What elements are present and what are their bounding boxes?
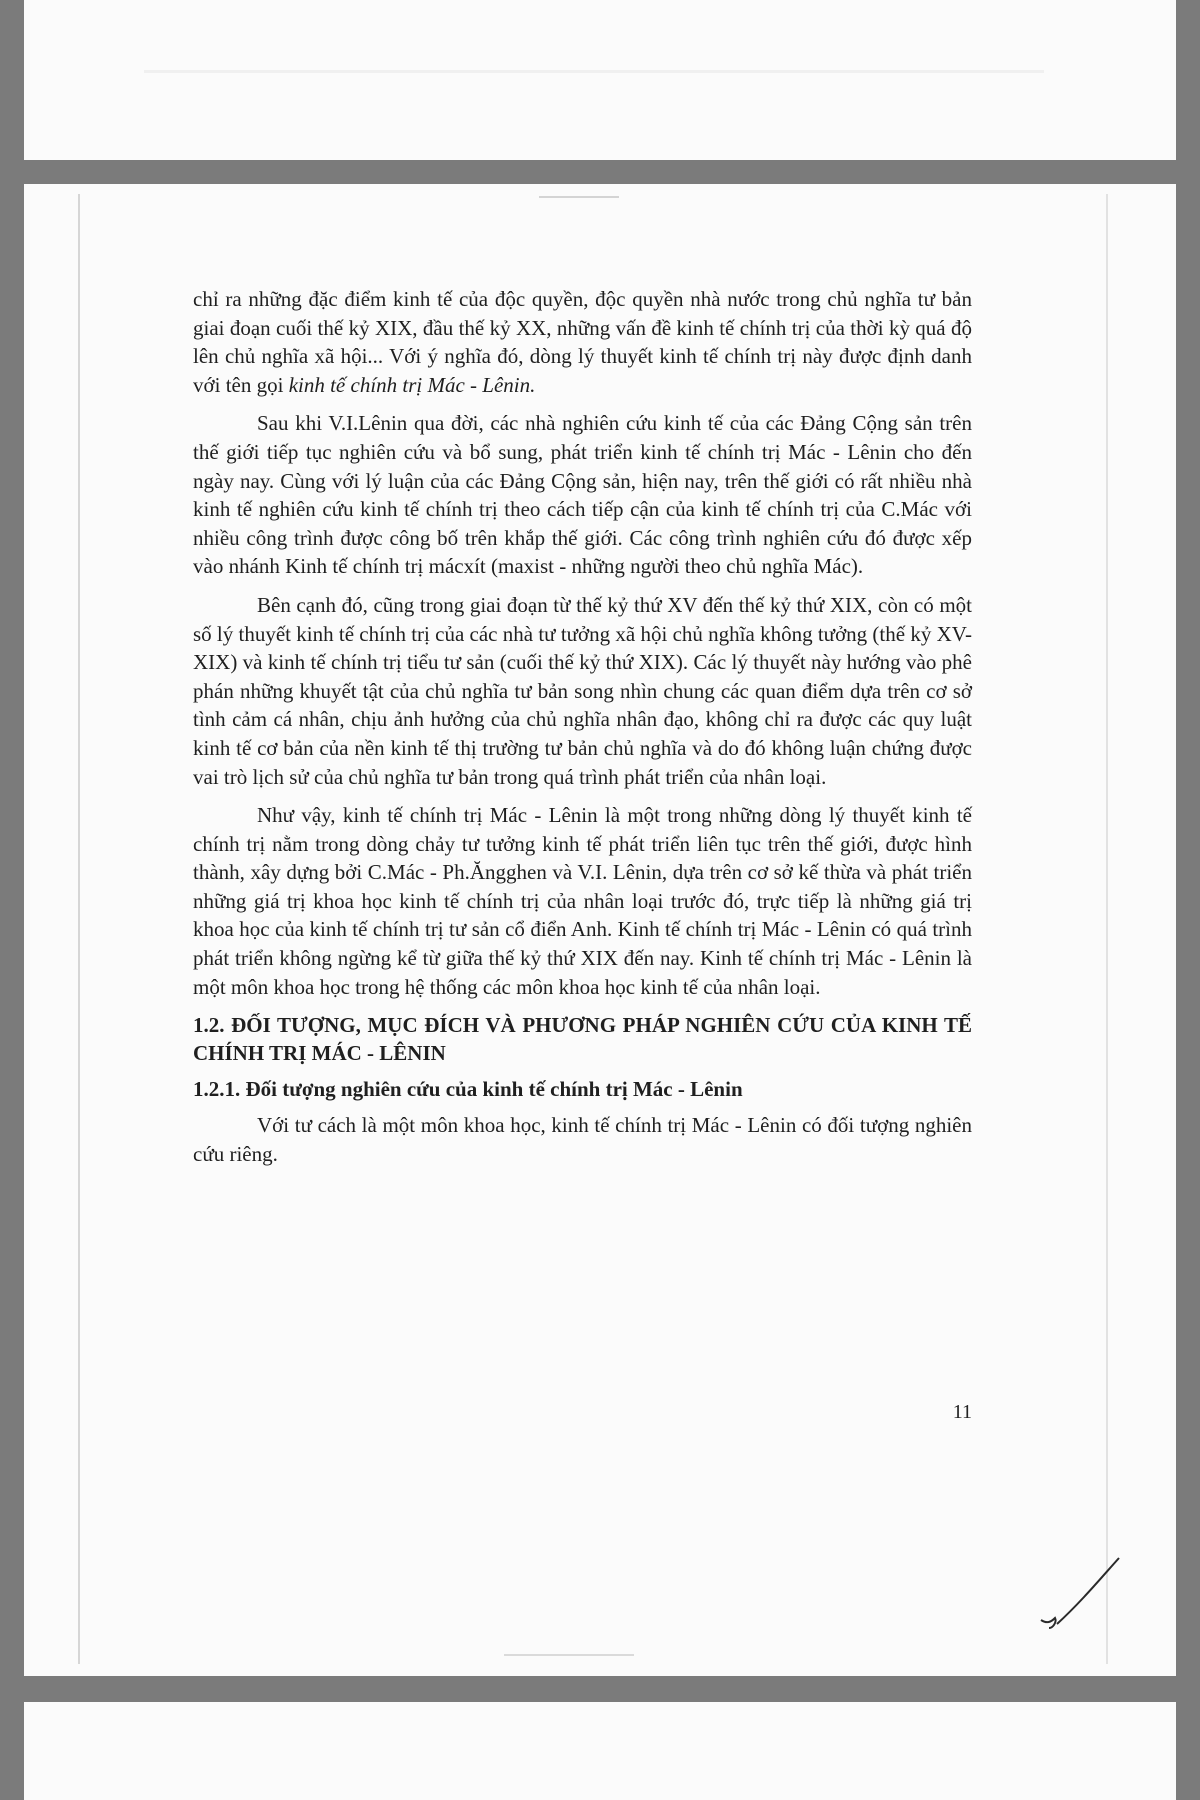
paragraph-3: Bên cạnh đó, cũng trong giai đoạn từ thế kỷ thứ XV đến thế kỷ thứ XIX, còn có một số lý thuyết kinh tế chính trị của các nhà tư tưởng xã hội chủ nghĩa không tưởng (thế kỷ XV-XIX) và kinh tế chính trị tiểu tư sản (cuối thế kỷ thứ XIX). Các lý thuyết này hướng vào phê phán những khuyết tật của chủ nghĩa tư bản song nhìn chung các quan điểm dựa trên cơ sở tình cảm cá nhân, chịu ảnh hưởng của chủ nghĩa nhân đạo, không chỉ ra được các quy luật kinh tế cơ bản của nền kinh tế thị trường tư bản chủ nghĩa và do đó không luận chứng được vai trò lịch sử của chủ nghĩa tư bản trong quá trình phát triển của nhân loại. bbox=[193, 592, 972, 789]
section-heading: 1.2. ĐỐI TƯỢNG, MỤC ĐÍCH VÀ PHƯƠNG PHÁP NGHIÊN CỨU CỦA KINH TẾ CHÍNH TRỊ MÁC - LÊNIN bbox=[193, 1013, 972, 1066]
current-page[interactable] bbox=[24, 184, 1176, 1676]
page-body bbox=[193, 285, 972, 1178]
next-page[interactable] bbox=[24, 1702, 1176, 1800]
paragraph-1-text: chỉ ra những đặc điểm kinh tế của độc quyền, độc quyền nhà nước trong chủ nghĩa tư bản giai đoạn cuối thế kỷ XIX, đầu thế kỷ XX, những vấn đề kinh tế chính trị của thời kỳ quá độ lên chủ nghĩa xã hội... Với ý nghĩa đó, dòng lý thuyết kinh tế chính trị này được định danh với tên gọi bbox=[193, 287, 972, 397]
previous-page-scan-residue bbox=[144, 70, 1044, 73]
paragraph-5: Với tư cách là một môn khoa học, kinh tế chính trị Mác - Lênin có đối tượng nghiên cứu riêng. bbox=[193, 1113, 972, 1166]
scan-mark-bottom bbox=[504, 1654, 634, 1656]
paragraph-2: Sau khi V.I.Lênin qua đời, các nhà nghiên cứu kinh tế của các Đảng Cộng sản trên thế giới tiếp tục nghiên cứu và bổ sung, phát triển kinh tế chính trị Mác - Lênin cho đến ngày nay. Cùng với lý luận của các Đảng Cộng sản, hiện nay, trên thế giới có rất nhiều nhà kinh tế nghiên cứu kinh tế chính trị theo cách tiếp cận của kinh tế chính trị của C.Mác với nhiều công trình được công bố trên khắp thế giới. Các công trình nghiên cứu đó được xếp vào nhánh Kinh tế chính trị mácxít (maxist - những người theo chủ nghĩa Mác). bbox=[193, 411, 972, 579]
scan-mark-top bbox=[539, 196, 619, 198]
paragraph-1-emphasis: kinh tế chính trị Mác - Lênin. bbox=[288, 372, 536, 397]
paragraph-1 bbox=[193, 285, 972, 399]
handwritten-pen-mark bbox=[1039, 1554, 1129, 1634]
subsection-heading: 1.2.1. Đối tượng nghiên cứu của kinh tế chính trị Mác - Lênin bbox=[193, 1077, 743, 1102]
previous-page[interactable] bbox=[24, 0, 1176, 160]
page-number: 11 bbox=[952, 1401, 972, 1423]
paragraph-4: Như vậy, kinh tế chính trị Mác - Lênin là một trong những dòng lý thuyết kinh tế chính trị nằm trong dòng chảy tư tưởng kinh tế phát triển liên tục trên thế giới, được hình thành, xây dựng bởi C.Mác - Ph.Ăngghen và V.I. Lênin, dựa trên cơ sở kế thừa và phát triển những giá trị khoa học kinh tế chính trị của nhân loại trước đó, trực tiếp là những giá trị khoa học của kinh tế chính trị tư sản cổ điển Anh. Kinh tế chính trị Mác - Lênin có quá trình phát triển không ngừng kể từ giữa thế kỷ thứ XIX đến nay. Kinh tế chính trị Mác - Lênin là một môn khoa học trong hệ thống các môn khoa học kinh tế của nhân loại. bbox=[193, 803, 972, 999]
